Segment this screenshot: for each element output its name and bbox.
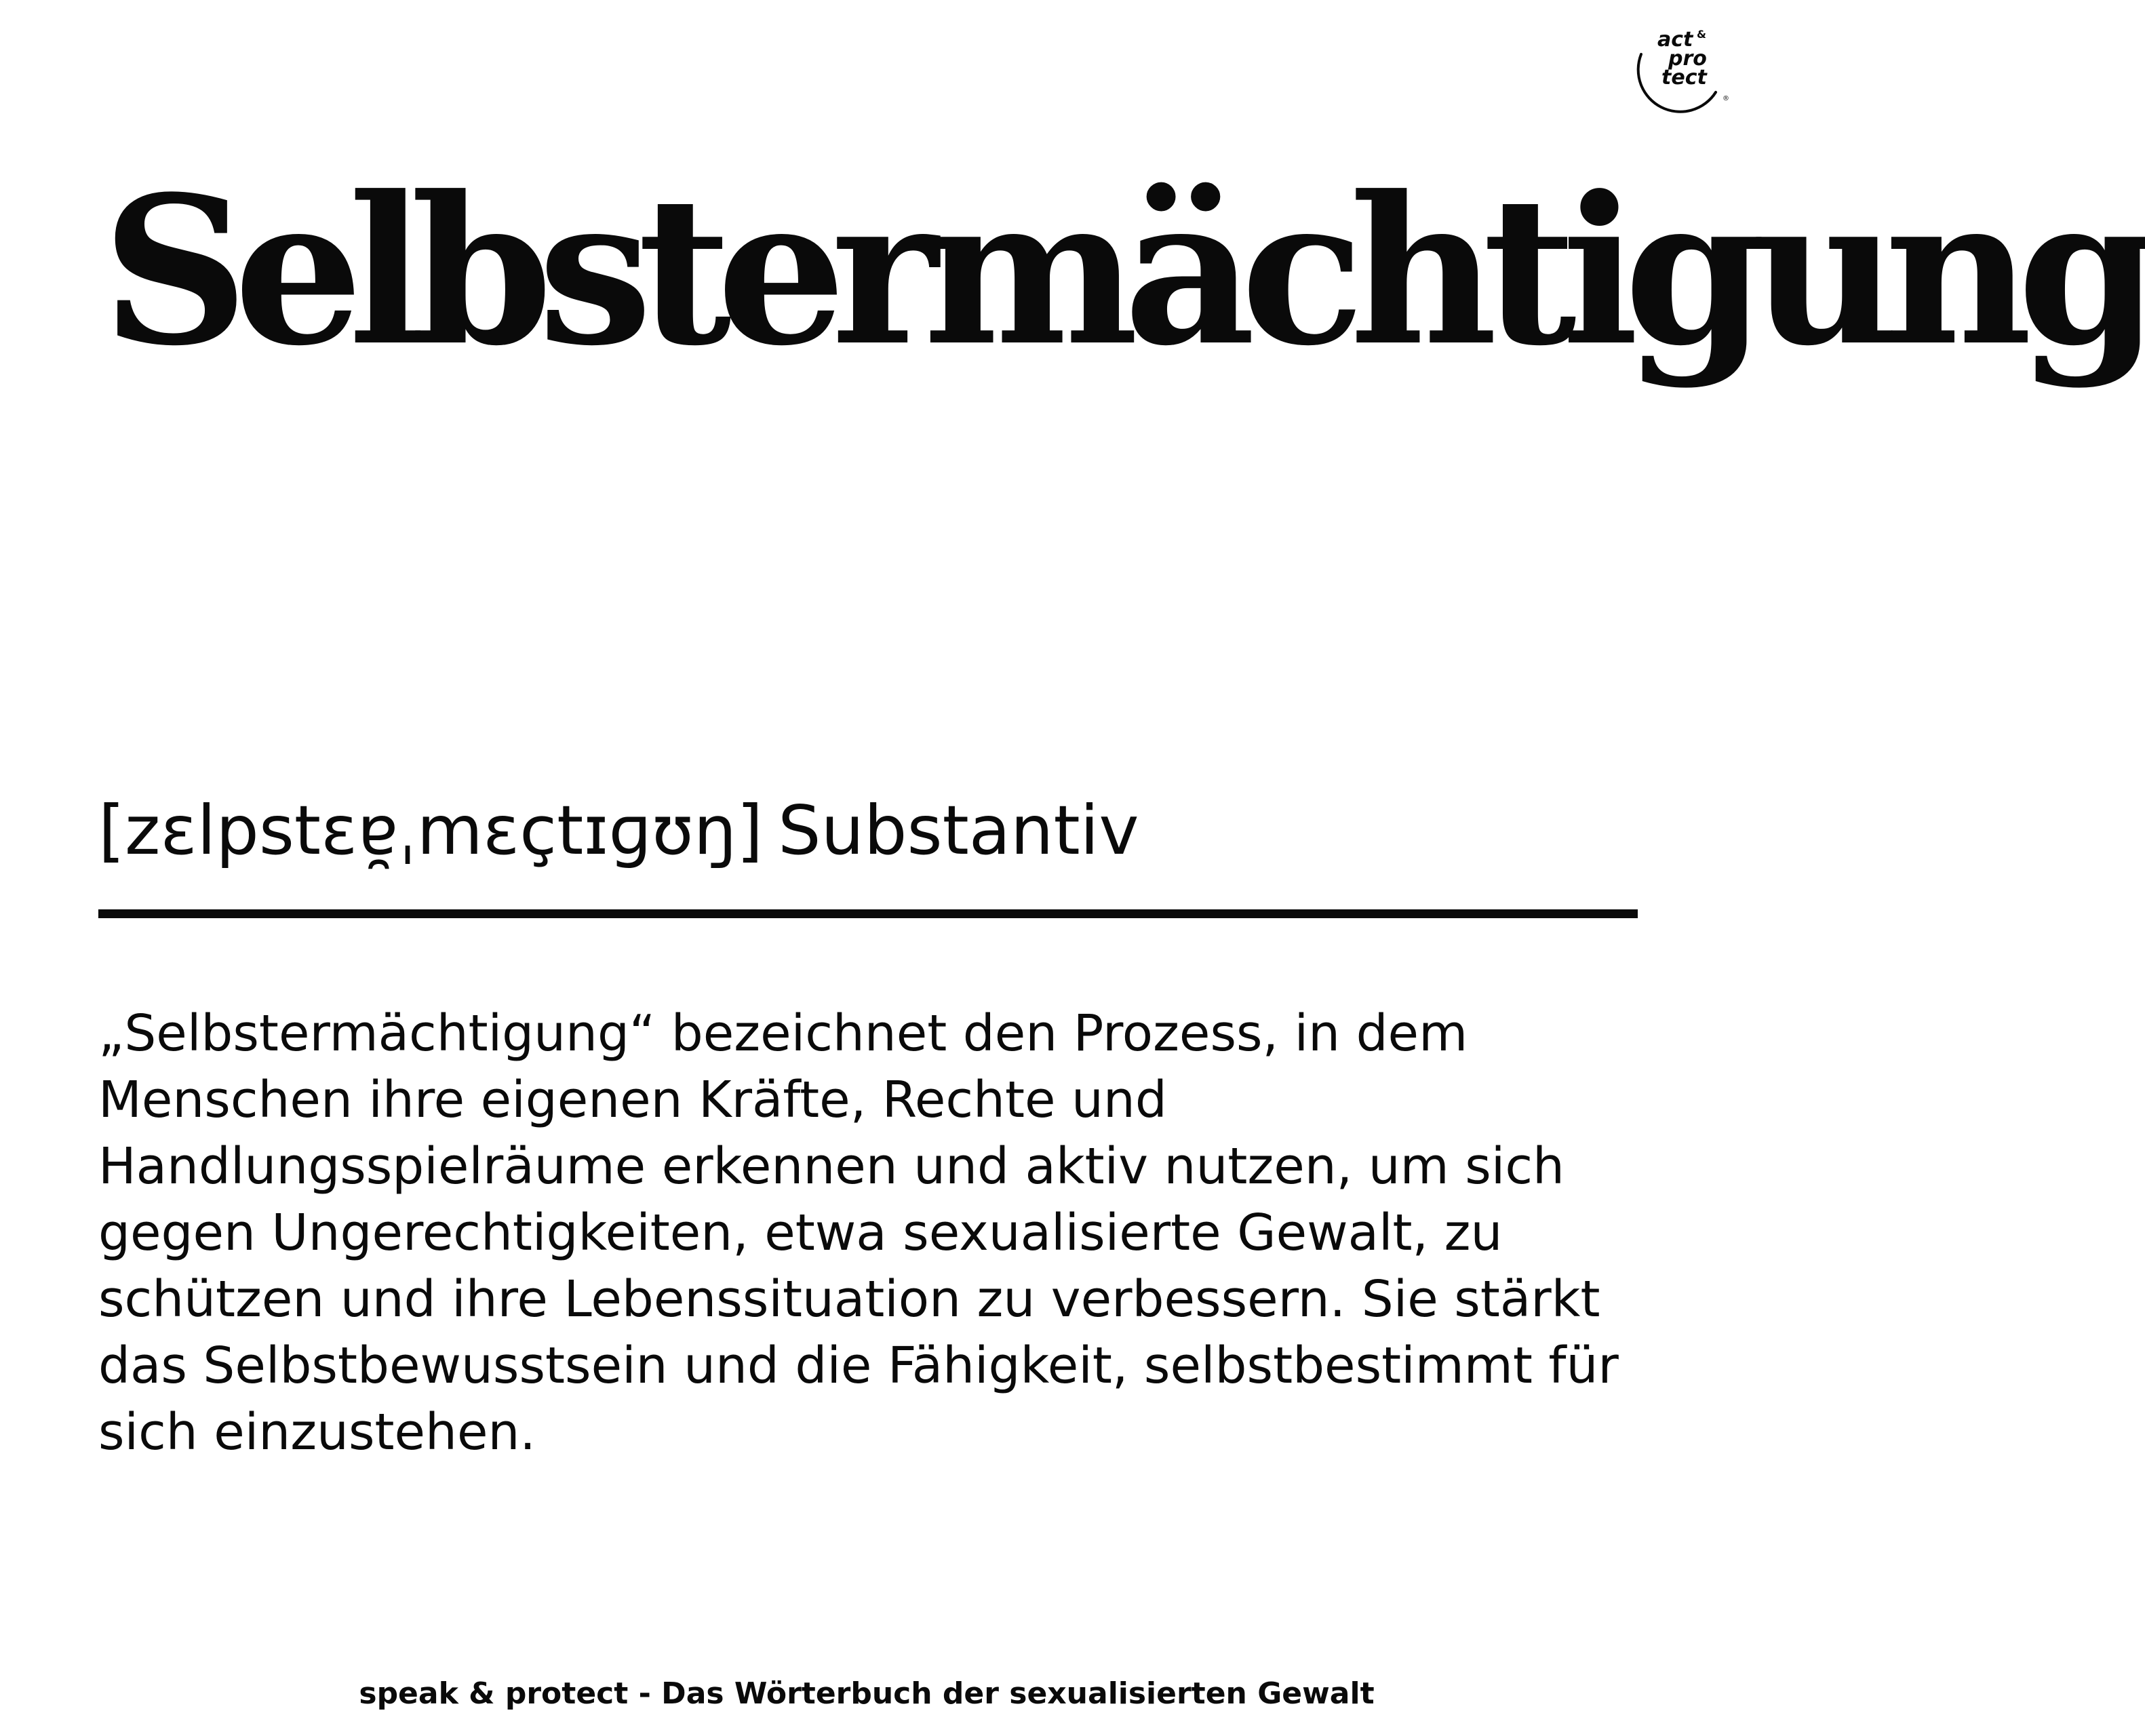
logo-text-tect: tect bbox=[1661, 66, 1707, 90]
logo-text-act: act bbox=[1657, 28, 1693, 52]
logo-text-amp: & bbox=[1697, 28, 1706, 41]
pronunciation-line bbox=[98, 787, 1139, 875]
divider-rule bbox=[98, 909, 1638, 918]
footer-caption: speak & protect - Das Wörterbuch der sexualisierten Gewalt bbox=[359, 1676, 1375, 1711]
part-of-speech: Substantiv bbox=[778, 791, 1139, 870]
act-and-protect-logo bbox=[1629, 12, 1731, 114]
pronunciation: [zɛlpstɛɐ̯ˌmɛçtɪɡʊŋ] bbox=[98, 791, 764, 870]
headword: Selbstermächtigung bbox=[102, 151, 2145, 391]
logo-registered-mark: ® bbox=[1723, 95, 1729, 102]
logo-text-pro: pro bbox=[1668, 47, 1707, 71]
definition-text: „Selbstermächtigung“ bezeichnet den Prozess, in dem Menschen ihre eigenen Kräfte, Rechte und Handlungsspielräume erkennen und aktiv nutzen, um sich gegen Ungerechtigkeiten, etwa sexualisierte Gewalt, zu schützen und ihre Lebenssituation zu verbessern. Sie stärkt das Selbstbewusstsein und die Fähigkeit, selbstbestimmt für sich einzustehen. bbox=[98, 1004, 1619, 1461]
